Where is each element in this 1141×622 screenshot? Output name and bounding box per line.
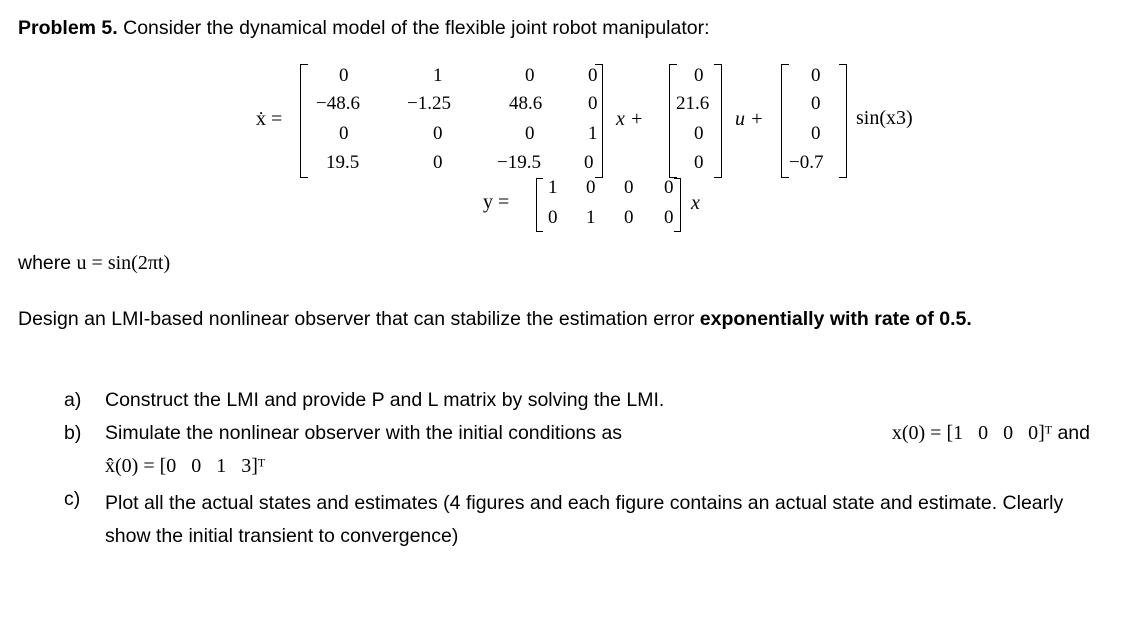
item-text: Construct the LMI and provide P and L matrix by solving the LMI. — [105, 389, 665, 411]
matrix-a-entry: −48.6 — [316, 93, 360, 114]
and-word: and — [1057, 422, 1090, 444]
initial-condition-xhat: x̂(0) = [0 0 1 3]ᵀ — [105, 455, 266, 477]
design-bold: exponentially with rate of 0.5. — [699, 308, 972, 330]
where-line — [18, 251, 170, 275]
matrix-a-entry: 0 — [588, 65, 598, 86]
matrix-c-entry: 0 — [586, 177, 596, 198]
item-b-line1 — [105, 421, 1090, 445]
matrix-a-entry: 1 — [433, 65, 443, 86]
matrix-c-left-bracket — [536, 178, 543, 232]
matrix-a-entry: 0 — [584, 152, 594, 173]
item-letter: b) — [64, 422, 82, 444]
matrix-a-entry: 0 — [525, 65, 535, 86]
matrix-a-entry: −1.25 — [407, 93, 451, 114]
design-paragraph — [18, 303, 1098, 336]
initial-condition-x: x(0) = [1 0 0 0]ᵀ — [891, 422, 1053, 444]
matrix-c-entry: 0 — [624, 207, 634, 228]
vector-g-right-bracket — [839, 64, 847, 178]
vector-g-entry: 0 — [811, 123, 821, 144]
matrix-c-right-bracket — [674, 178, 681, 232]
problem-label: Problem 5. — [18, 17, 118, 39]
matrix-a-entry: 0 — [433, 152, 443, 173]
matrix-a-entry: 19.5 — [326, 152, 360, 173]
matrix-a-entry: 0 — [339, 65, 349, 86]
y-lhs: y = — [483, 191, 510, 213]
vector-g-entry: 0 — [811, 93, 821, 114]
matrix-a-left-bracket — [300, 64, 308, 178]
item-letter: c) — [64, 488, 81, 510]
problem-heading — [18, 16, 710, 40]
where-text: where — [18, 252, 72, 274]
vector-b-entry: 0 — [694, 65, 704, 86]
xdot-lhs: ẋ = — [256, 108, 283, 130]
vector-g-left-bracket — [781, 64, 789, 178]
vector-b-entry: 0 — [694, 123, 704, 144]
matrix-c-entry: 0 — [548, 207, 558, 228]
a-suffix: x + — [616, 108, 644, 130]
matrix-a-entry: 0 — [588, 93, 598, 114]
matrix-a-entry: 0 — [339, 123, 349, 144]
matrix-c-entry: 0 — [664, 207, 674, 228]
matrix-a-entry: 0 — [433, 123, 443, 144]
where-math: u = sin(2πt) — [76, 252, 171, 274]
c-suffix: x — [691, 192, 700, 214]
item-letter: a) — [64, 389, 82, 411]
matrix-c-entry: 0 — [624, 177, 634, 198]
matrix-a-entry: −19.5 — [497, 152, 541, 173]
matrix-c-entry: 1 — [548, 177, 558, 198]
b-suffix: u + — [735, 108, 764, 130]
g-suffix: sin(x3) — [856, 107, 913, 129]
matrix-c-entry: 0 — [664, 177, 674, 198]
matrix-a-entry: 48.6 — [509, 93, 543, 114]
matrix-a-entry: 0 — [525, 123, 535, 144]
item-text: Simulate the nonlinear observer with the initial conditions as — [105, 422, 623, 444]
vector-g-entry: −0.7 — [789, 152, 824, 173]
vector-b-entry: 21.6 — [676, 93, 710, 114]
item-text: Plot all the actual states and estimates (4 figures and each figure contains an actual state and estimate. Clearly show the initial transient to convergence) — [105, 492, 1064, 547]
matrix-c-entry: 1 — [586, 207, 596, 228]
design-text: Design an LMI-based nonlinear observer that can stabilize the estimation error — [18, 308, 695, 330]
vector-b-left-bracket — [669, 64, 677, 178]
vector-b-entry: 0 — [694, 152, 704, 173]
problem-statement: Consider the dynamical model of the flexible joint robot manipulator: — [123, 17, 710, 39]
vector-g-entry: 0 — [811, 65, 821, 86]
matrix-a-entry: 1 — [588, 123, 598, 144]
vector-b-right-bracket — [714, 64, 722, 178]
